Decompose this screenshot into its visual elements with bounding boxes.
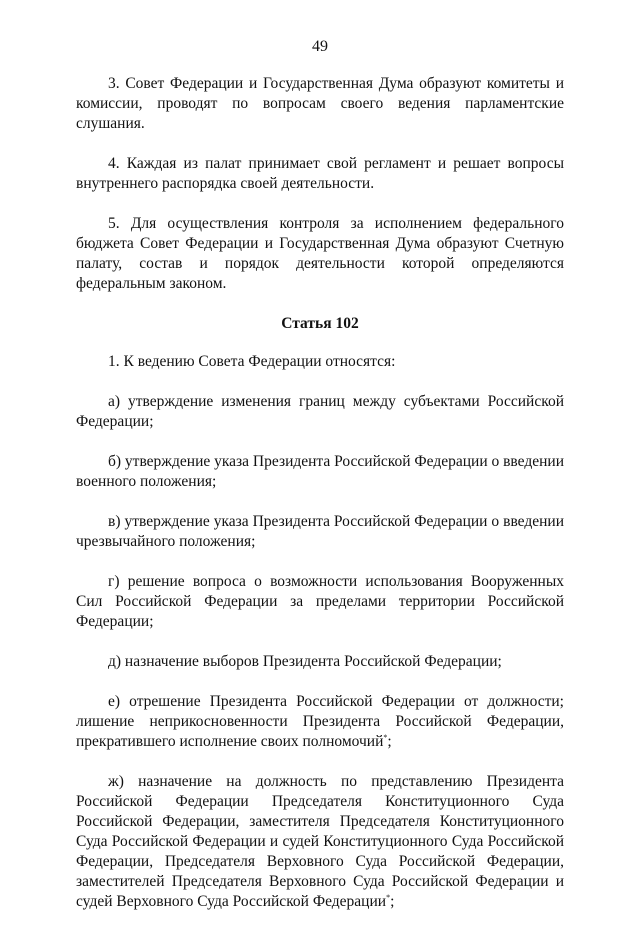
item-a: а) утверждение изменения границ между субъектами Российской Федерации; — [76, 393, 564, 430]
paragraph-4: 4. Каждая из палат принимает свой регламент и решает вопросы внутреннего распорядка своей деятельности. — [76, 155, 564, 192]
item-g: г) решение вопроса о возможности использования Вооруженных Сил Российской Федерации за пределами территории Российской Федерации; — [76, 573, 564, 630]
item-e-text: е) отрешение Президента Российской Федерации от должности; лишение неприкосновенности Президента Российской Федерации, прекратившего исполнение своих полномочий — [76, 693, 564, 750]
document-body — [76, 74, 564, 932]
page-number: 49 — [312, 38, 328, 55]
item-b: б) утверждение указа Президента Российской Федерации о введении военного положения; — [76, 453, 564, 490]
article-intro: 1. К ведению Совета Федерации относятся: — [108, 353, 396, 370]
item-d: д) назначение выборов Президента Российской Федерации; — [108, 653, 502, 670]
paragraph-3: 3. Совет Федерации и Государственная Дума образуют комитеты и комиссии, проводят по вопросам своего ведения парламентские слушания. — [76, 75, 564, 132]
item-v: в) утверждение указа Президента Российской Федерации о введении чрезвычайного положения; — [76, 513, 564, 550]
item-zh-tail: ; — [390, 893, 395, 910]
item-e-tail: ; — [387, 733, 392, 750]
footnote-mark: * — [383, 732, 388, 742]
paragraph-5: 5. Для осуществления контроля за исполнением федерального бюджета Совет Федерации и Государственная Дума образуют Счетную палату, состав и порядок деятельности которой определяются федеральным законом. — [76, 215, 564, 292]
item-zh — [76, 772, 564, 912]
article-title: Статья 102 — [281, 315, 359, 332]
item-e — [76, 692, 564, 752]
footnote-mark: * — [386, 892, 391, 902]
item-zh-text: ж) назначение на должность по представлению Президента Российской Федерации Председателя Конституционного Суда Российской Федерации, заместителя Председателя Конституционного Суда Российской Федерации и судей Конституционного Суда Российской Федерации, Председателя Верховного Суда Российской Федерации, заместителей Председателя Верховного Суда Российской Федерации и судей Верховного Суда Российской Федерации — [76, 773, 564, 910]
